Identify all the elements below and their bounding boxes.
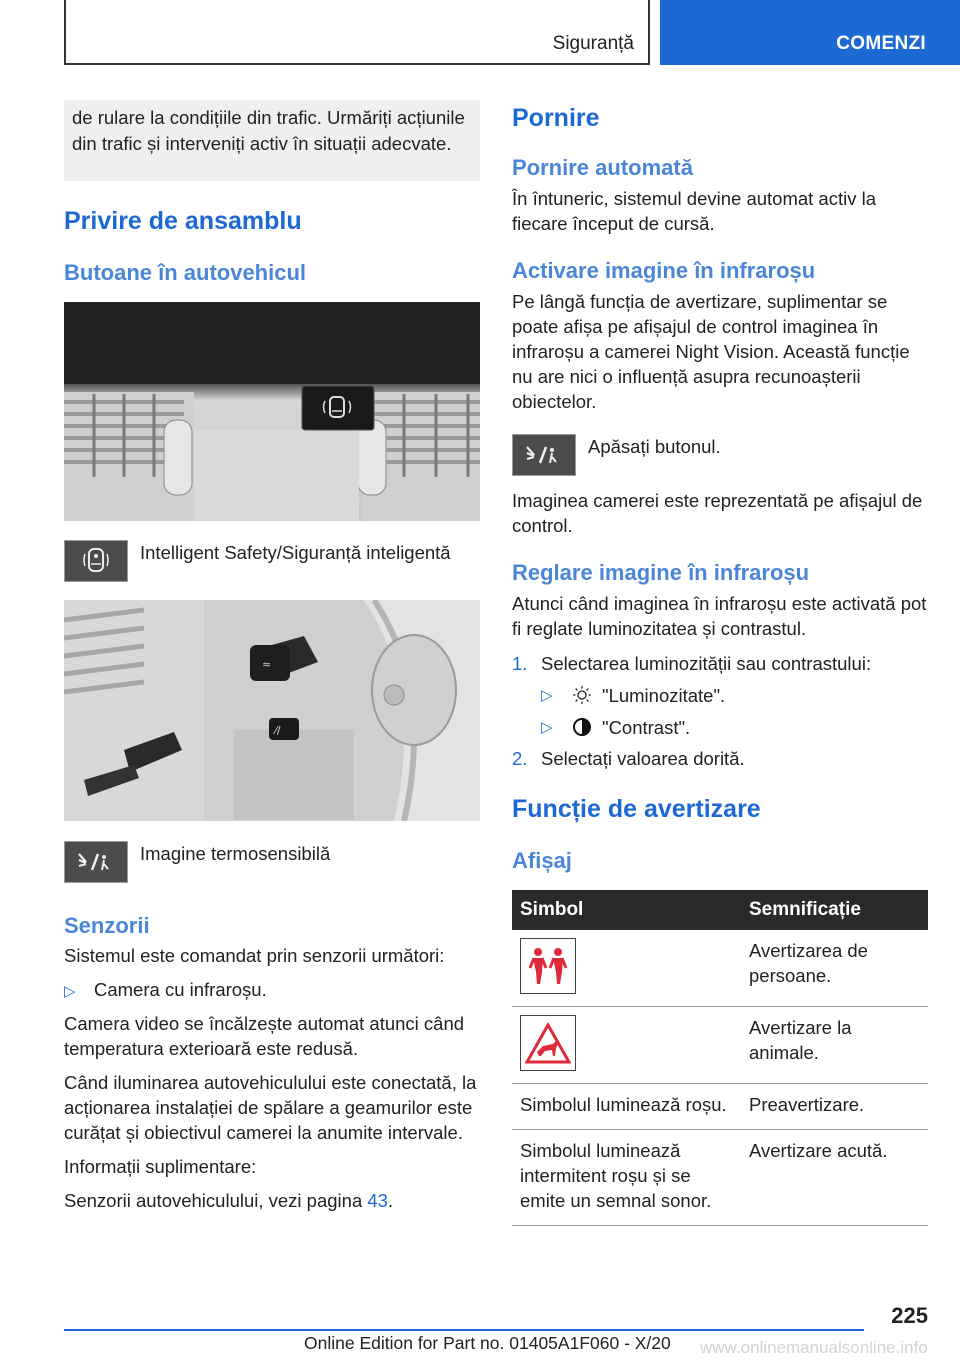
heading-display: Afișaj bbox=[512, 848, 572, 873]
reference-end: . bbox=[387, 1190, 394, 1211]
header-chapter-tab bbox=[660, 0, 960, 65]
intelligent-safety-icon bbox=[64, 540, 128, 582]
heading-adjust-infrared: Reglare imagine în infraroșu bbox=[512, 560, 810, 585]
more-info-label: Informații suplimentare: bbox=[64, 1156, 257, 1177]
step-1-number: 1. bbox=[512, 653, 528, 674]
note-text: de rulare la condițiile din trafic. Urmăriți acțiunile din trafic și interveniți activ în situații adecvate. bbox=[72, 107, 465, 154]
night-vision-icon bbox=[512, 434, 576, 476]
paragraph-image-shown: Imaginea camerei este reprezentată pe afișajul de control. bbox=[512, 490, 923, 536]
sensor-list-item bbox=[64, 977, 480, 1002]
dashboard-button-photo bbox=[64, 302, 480, 521]
sensors-intro: Sistemul este comandat prin senzorii următori: bbox=[64, 945, 445, 966]
option-brightness bbox=[541, 681, 928, 709]
note-box bbox=[64, 100, 480, 181]
sensor-item-text: Camera cu infraroșu. bbox=[94, 979, 267, 1000]
page-43-link[interactable]: 43 bbox=[367, 1190, 388, 1211]
press-button-row bbox=[512, 434, 928, 476]
heading-buttons: Butoane în autovehicul bbox=[64, 260, 307, 285]
animal-warning-icon bbox=[520, 1015, 576, 1071]
header-section-tab bbox=[64, 0, 650, 65]
heading-auto-start: Pornire automată bbox=[512, 155, 693, 180]
reference-line bbox=[64, 1188, 480, 1213]
table-cell-meaning: Avertizare acută. bbox=[741, 1130, 928, 1226]
table-cell-meaning: Avertizarea de persoane. bbox=[741, 930, 928, 1007]
right-column bbox=[512, 100, 928, 1226]
contrast-icon bbox=[572, 717, 602, 737]
heading-start: Pornire bbox=[512, 104, 600, 132]
table-cell-symbol: Simbolul luminează intermitent roșu și se emite un semnal sonor. bbox=[512, 1130, 741, 1226]
intelligent-safety-label: Intelligent Safety/Siguranță inteligentă bbox=[140, 542, 451, 563]
step-2-number: 2. bbox=[512, 748, 528, 769]
paragraph-heating: Camera video se încălzește automat atunci când temperatura exterioară este redusă. bbox=[64, 1013, 465, 1059]
footer-divider bbox=[64, 1329, 864, 1331]
table-row bbox=[512, 1084, 928, 1130]
step-2-text: Selectați valoarea dorită. bbox=[541, 748, 745, 769]
person-warning-icon bbox=[520, 938, 576, 994]
paragraph-washing: Când iluminarea autovehiculului este conectată, la acționarea instalației de spălare a geamurilor este curățat și obiectivul camerei la anumite intervale. bbox=[64, 1072, 477, 1143]
option-contrast-text: "Contrast". bbox=[602, 716, 691, 738]
paragraph-activate-infrared: Pe lângă funcția de avertizare, suplimentar se poate afișa pe afișajul de control imaginea în infraroșu a camerei Night Vision. Această funcție nu are nici o influență asupra recunoașterii obiectelor. bbox=[512, 291, 910, 412]
night-vision-label: Imagine termosensibilă bbox=[140, 843, 331, 864]
table-cell-meaning: Preavertizare. bbox=[741, 1084, 928, 1130]
table-row bbox=[512, 1007, 928, 1084]
steering-button-photo bbox=[64, 600, 480, 821]
step-1-text: Selectarea luminozității sau contrastului: bbox=[541, 653, 872, 674]
section-title: Siguranță bbox=[552, 33, 634, 54]
svg-text:⁄/: ⁄/ bbox=[275, 724, 281, 737]
footer-edition bbox=[304, 1333, 671, 1354]
paragraph-adjust-infrared: Atunci când imaginea în infraroșu este activată pot fi reglate luminozitatea și contrastul. bbox=[512, 593, 927, 639]
table-row bbox=[512, 930, 928, 1007]
step-1 bbox=[512, 651, 928, 676]
heading-sensors: Senzorii bbox=[64, 913, 150, 938]
button-row-night-vision bbox=[64, 841, 480, 883]
heading-overview: Privire de ansamblu bbox=[64, 207, 302, 235]
table-header-meaning: Semnificație bbox=[741, 890, 928, 930]
table-header-row bbox=[512, 890, 928, 930]
press-button-text: Apăsați butonul. bbox=[588, 436, 721, 457]
watermark: www.onlinemanualsonline.info bbox=[700, 1338, 928, 1357]
table-cell-meaning: Avertizare la animale. bbox=[741, 1007, 928, 1084]
heading-activate-infrared: Activare imagine în infraroșu bbox=[512, 258, 816, 283]
heading-warning-function: Funcție de avertizare bbox=[512, 795, 761, 823]
page-number: 225 bbox=[891, 1303, 928, 1328]
svg-text:≈: ≈ bbox=[262, 658, 272, 671]
bullet-triangle-icon: ▷ bbox=[541, 719, 553, 736]
option-contrast bbox=[541, 713, 928, 741]
bullet-triangle-icon: ▷ bbox=[64, 983, 76, 1000]
night-vision-icon bbox=[64, 841, 128, 883]
bullet-triangle-icon: ▷ bbox=[541, 687, 553, 704]
left-column bbox=[64, 100, 480, 1213]
chapter-title: COMENZI bbox=[836, 33, 926, 54]
step-2 bbox=[512, 746, 928, 771]
table-header-symbol: Simbol bbox=[512, 890, 741, 930]
reference-text: Senzorii autovehiculului, vezi pagina bbox=[64, 1190, 368, 1211]
footer-edition-text: Online Edition for Part no. 01405A1F060 - X/20 bbox=[304, 1333, 671, 1353]
option-brightness-text: "Luminozitate". bbox=[602, 684, 726, 706]
table-row bbox=[512, 1130, 928, 1226]
paragraph-auto-start: În întuneric, sistemul devine automat activ la fiecare început de cursă. bbox=[512, 188, 877, 234]
button-row-intelligent-safety bbox=[64, 540, 480, 582]
table-cell-symbol: Simbolul luminează roșu. bbox=[512, 1084, 741, 1130]
warning-symbol-table bbox=[512, 890, 928, 1226]
brightness-icon bbox=[572, 685, 602, 705]
